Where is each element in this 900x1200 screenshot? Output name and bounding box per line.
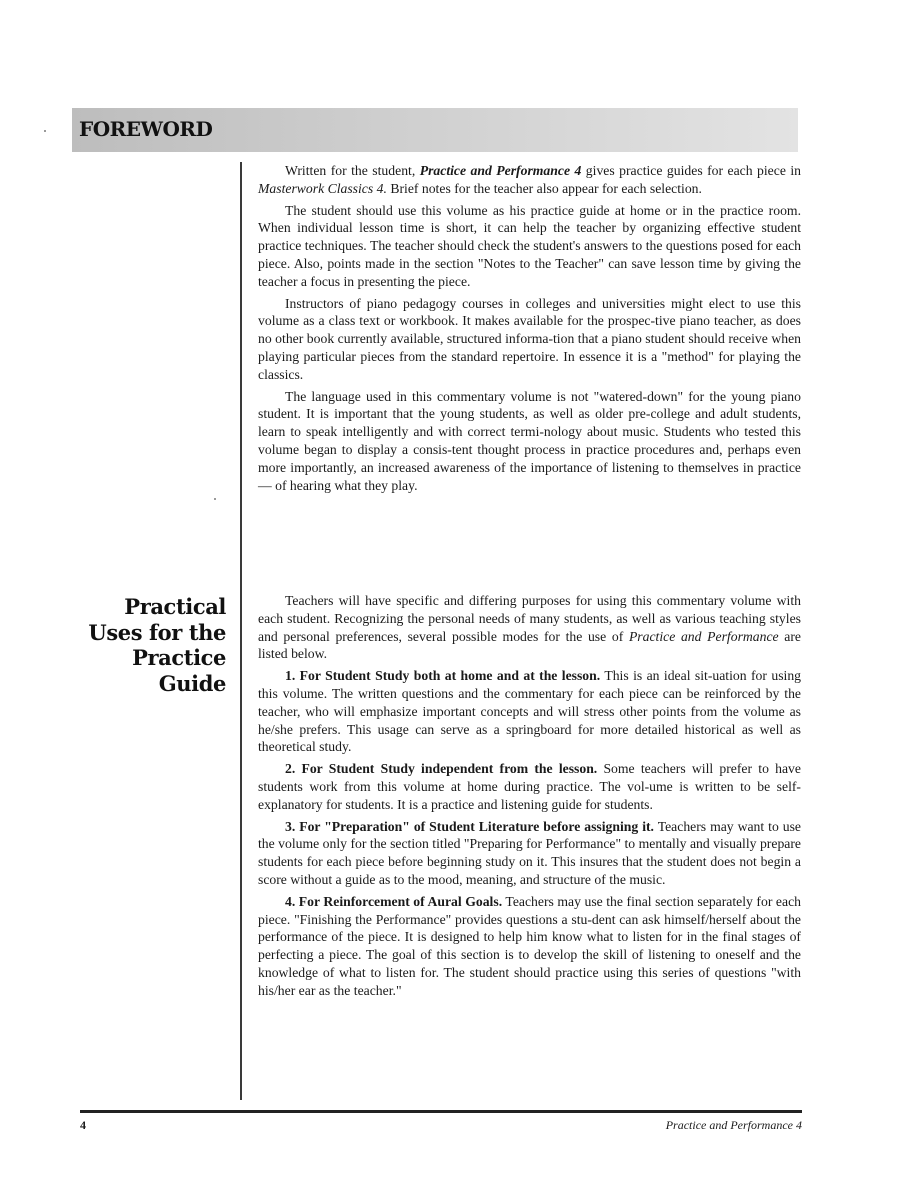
uses-item-2: 2. For Student Study independent from the lesson. Some teachers will prefer to have students work from this volume at home during practice. The vol-ume is written to be self-explanatory for students. It is a practice and listening guide for students.: [258, 761, 801, 812]
running-title: Practice and Performance 4: [665, 1118, 802, 1132]
foreword-paragraph-1: Written for the student, Practice and Performance 4 gives practice guides for each piece in Masterwork Classics 4. Brief notes for the teacher also appear for each selection.: [258, 163, 801, 196]
uses-item-4: 4. For Reinforcement of Aural Goals. Teachers may use the final section separately for each piece. "Finishing the Performance" provides questions a stu-dent can ask himself/herself about the performance of the piece. It is designed to help him know what to listen for in the final stages of perfecting a piece. The goal of this section is to develop the skill of listening to oneself and the knowledge of what to listen for. The student should practice using this series of questions "with his/her ear as the teacher.": [258, 893, 801, 998]
foreword-paragraph-4: The language used in this commentary volume is not "watered-down" for the young piano student. It is important that the young students, as well as older pre-college and adult students, learn to speak intelligently and with correct termi-nology about music. Students who tested this volume began to display a consis-tent thought process in practice procedures and, perhaps even more importantly, an increased awareness of the importance of listening to themselves in practice — of hearing what they play.: [258, 388, 801, 493]
foreword-body: [258, 162, 801, 498]
practical-uses-body: [258, 592, 801, 1004]
scan-speck: [44, 130, 46, 132]
page-number: 4: [80, 1118, 86, 1132]
uses-item-1: 1. For Student Study both at home and at the lesson. This is an ideal sit-uation for using this volume. The written questions and the commentary for each piece can be reinforced by the teacher, who will emphasize important concepts and will stress other points from the volume as he/she prefers. This usage can serve as a springboard for more detailed historical as well as theoretical study.: [258, 668, 802, 755]
section-title-foreword: FOREWORD: [79, 117, 213, 141]
uses-intro-paragraph: Teachers will have specific and differing purposes for using this commentary volume with each student. Recognizing the personal needs of many students, as well as various teaching styles and personal preferences, several possible modes for the use of Practice and Performance are listed below.: [258, 593, 801, 662]
scan-speck: [214, 498, 216, 500]
side-heading-practical-uses: Practical Uses for the Practice Guide: [88, 594, 226, 696]
column-divider: [240, 162, 242, 1100]
foreword-paragraph-2: The student should use this volume as his practice guide at home or in the practice room. When individual lesson time is short, it can help the teacher by organizing effective student practice techniques. The teacher should check the student's answers to the questions posed for each piece. Also, points made in the section "Notes to the Teacher" can save lesson time by giving the teacher a focus in presenting the piece.: [258, 202, 801, 289]
footer-rule: [80, 1110, 802, 1113]
foreword-paragraph-3: Instructors of piano pedagogy courses in colleges and universities might elect to use this volume as a class text or workbook. It makes available for the prospec-tive piano teacher, as does no other book currently available, structured informa-tion that a piano student should receive when playing particular pieces from the standard repertoire. In essence it is a "method" for playing the classics.: [258, 295, 801, 382]
uses-item-3: 3. For "Preparation" of Student Literature before assigning it. Teachers may want to use the volume only for the section titled "Preparing for Performance" to mentally and visually prepare students for each piece before beginning study on it. This insures that the student does not begin a score without a guide as to the mood, meaning, and structure of the music.: [258, 818, 802, 887]
